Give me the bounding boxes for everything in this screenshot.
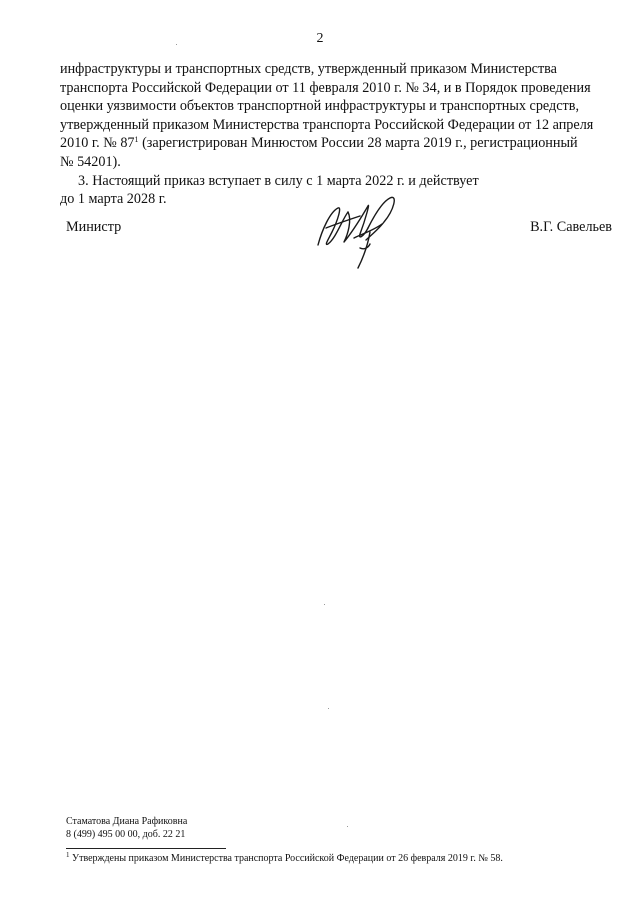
paragraph-order-text bbox=[60, 60, 612, 172]
footnote-reference: 1 bbox=[134, 135, 139, 145]
signatory-title: Министр bbox=[66, 219, 122, 235]
footnote-divider bbox=[66, 848, 226, 849]
text-line-with-footnote bbox=[60, 134, 612, 153]
text-line: 2010 г. № 87 bbox=[60, 135, 135, 152]
text-line: № 54201). bbox=[60, 153, 121, 170]
scan-speck bbox=[328, 708, 329, 709]
text-line: утвержденный приказом Министерства транспорта Российской Федерации от 12 апреля bbox=[60, 116, 594, 133]
footnote bbox=[66, 852, 503, 865]
scan-speck bbox=[176, 44, 177, 45]
page-number: 2 bbox=[316, 31, 324, 46]
text-line: до 1 марта 2028 г. bbox=[60, 191, 167, 208]
handwritten-signature bbox=[308, 190, 418, 270]
text-line: оценки уязвимости объектов транспортной инфраструктуры и транспортных средств, bbox=[60, 98, 579, 115]
signatory-name: В.Г. Савельев bbox=[530, 219, 612, 235]
footnote-marker: 1 bbox=[66, 851, 70, 859]
footnote-text: Утверждены приказом Министерства транспорта Российской Федерации от 26 февраля 2019 г. № 58. bbox=[69, 853, 503, 864]
executor-name: Стаматова Диана Рафиковна bbox=[66, 816, 188, 827]
text-line: (зарегистрирован Минюстом России 28 марта 2019 г., регистрационный bbox=[138, 135, 578, 152]
text-line: инфраструктуры и транспортных средств, утвержденный приказом Министерства bbox=[60, 61, 557, 77]
document-body bbox=[60, 60, 612, 209]
paragraph-effective-date bbox=[60, 172, 612, 191]
text-line: 3. Настоящий приказ вступает в силу с 1 марта 2022 г. и действует bbox=[78, 172, 479, 189]
executor-phone: 8 (499) 495 00 00, доб. 22 21 bbox=[66, 829, 186, 840]
scan-speck bbox=[347, 826, 348, 827]
executor-info bbox=[66, 815, 187, 841]
text-line: транспорта Российской Федерации от 11 февраля 2010 г. № 34, и в Порядок проведения bbox=[60, 79, 591, 96]
scan-speck bbox=[324, 604, 325, 605]
